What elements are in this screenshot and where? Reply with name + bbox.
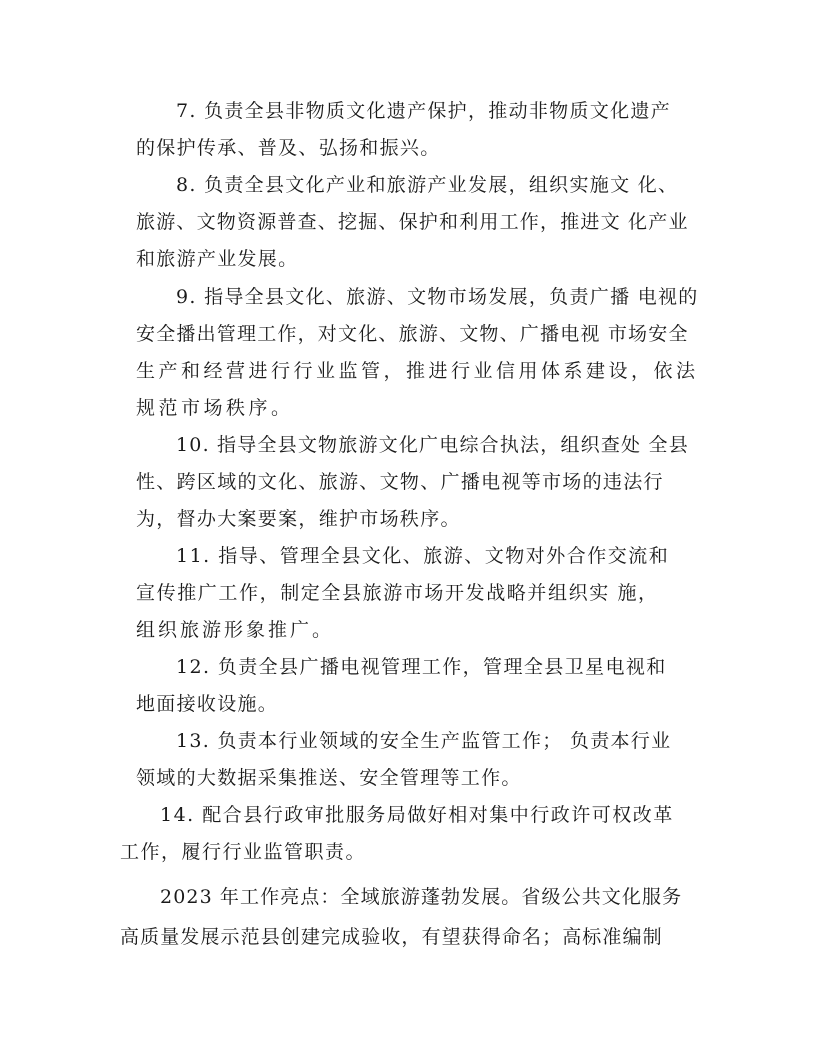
item-8-line-2: 旅游、文物资源普查、挖掘、保护和利用工作，推进文 化产业	[136, 211, 689, 233]
paragraph-line	[0, 615, 816, 645]
paragraph-line	[0, 689, 816, 719]
item-10-line-3: 为，督办大案要案，维护市场秩序。	[136, 508, 461, 530]
item-10-line-2: 性、跨区域的文化、旅游、文物、广播电视等市场的违法行	[136, 471, 664, 493]
paragraph-line	[0, 244, 816, 274]
item-7-line-1: 7. 负责全县非物质文化遗产保护，推动非物质文化遗产	[176, 100, 671, 122]
paragraph-line	[0, 837, 816, 867]
paragraph-line	[0, 282, 816, 312]
paragraph-line	[0, 467, 816, 497]
paragraph-line	[0, 356, 816, 386]
paragraph-line	[0, 133, 816, 163]
paragraph-line	[0, 207, 816, 237]
item-12-line-1: 12. 负责全县广播电视管理工作，管理全县卫星电视和	[176, 656, 667, 678]
paragraph-line	[0, 430, 816, 460]
item-8-line-1: 8. 负责全县文化产业和旅游产业发展，组织实施文 化、	[176, 174, 679, 196]
item-11-line-3: 组织旅游形象推广。	[136, 619, 335, 641]
item-9-line-2: 安全播出管理工作，对文化、旅游、文物、广播电视 市场安全	[136, 323, 689, 345]
paragraph-line	[0, 393, 816, 423]
item-11-line-1: 11. 指导、管理全县文化、旅游、文物对外合作交流和	[176, 545, 670, 567]
paragraph-line	[0, 578, 816, 608]
item-13-line-2: 领域的大数据采集推送、安全管理等工作。	[136, 767, 522, 789]
item-10-line-1: 10. 指导全县文物旅游文化广电综合执法，组织查处 全县	[176, 434, 689, 456]
item-7-line-2: 的保护传承、普及、弘扬和振兴。	[136, 137, 441, 159]
paragraph-line	[0, 800, 816, 830]
item-14-line-2: 工作，履行行业监管职责。	[120, 841, 367, 863]
paragraph-line	[0, 922, 816, 952]
item-12-line-2: 地面接收设施。	[136, 693, 279, 715]
paragraph-line	[0, 882, 816, 912]
item-11-line-2: 宣传推广工作，制定全县旅游市场开发战略并组织实 施，	[136, 582, 659, 604]
item-9-line-1: 9. 指导全县文化、旅游、文物市场发展，负责广播 电视的	[176, 286, 699, 308]
paragraph-line	[0, 96, 816, 126]
paragraph-line	[0, 541, 816, 571]
item-13-line-1: 13. 负责本行业领域的安全生产监管工作； 负责本行业	[176, 730, 672, 752]
paragraph-line	[0, 726, 816, 756]
item-8-line-3: 和旅游产业发展。	[136, 248, 299, 270]
item-9-line-3: 生产和经营进行行业监管，推进行业信用体系建设，依法	[136, 360, 699, 382]
paragraph-line	[0, 319, 816, 349]
item-14-line-1: 14. 配合县行政审批服务局做好相对集中行政许可权改革	[160, 804, 674, 826]
paragraph-line	[0, 504, 816, 534]
item-9-line-4: 规范市场秩序。	[136, 397, 294, 419]
paragraph-line	[0, 170, 816, 200]
highlights-line-2: 高质量发展示范县创建完成验收，有望获得命名；高标准编制	[120, 926, 663, 948]
paragraph-line	[0, 763, 816, 793]
paragraph-line	[0, 652, 816, 682]
highlights-line-1: 2023 年工作亮点：全域旅游蓬勃发展。省级公共文化服务	[160, 886, 683, 908]
